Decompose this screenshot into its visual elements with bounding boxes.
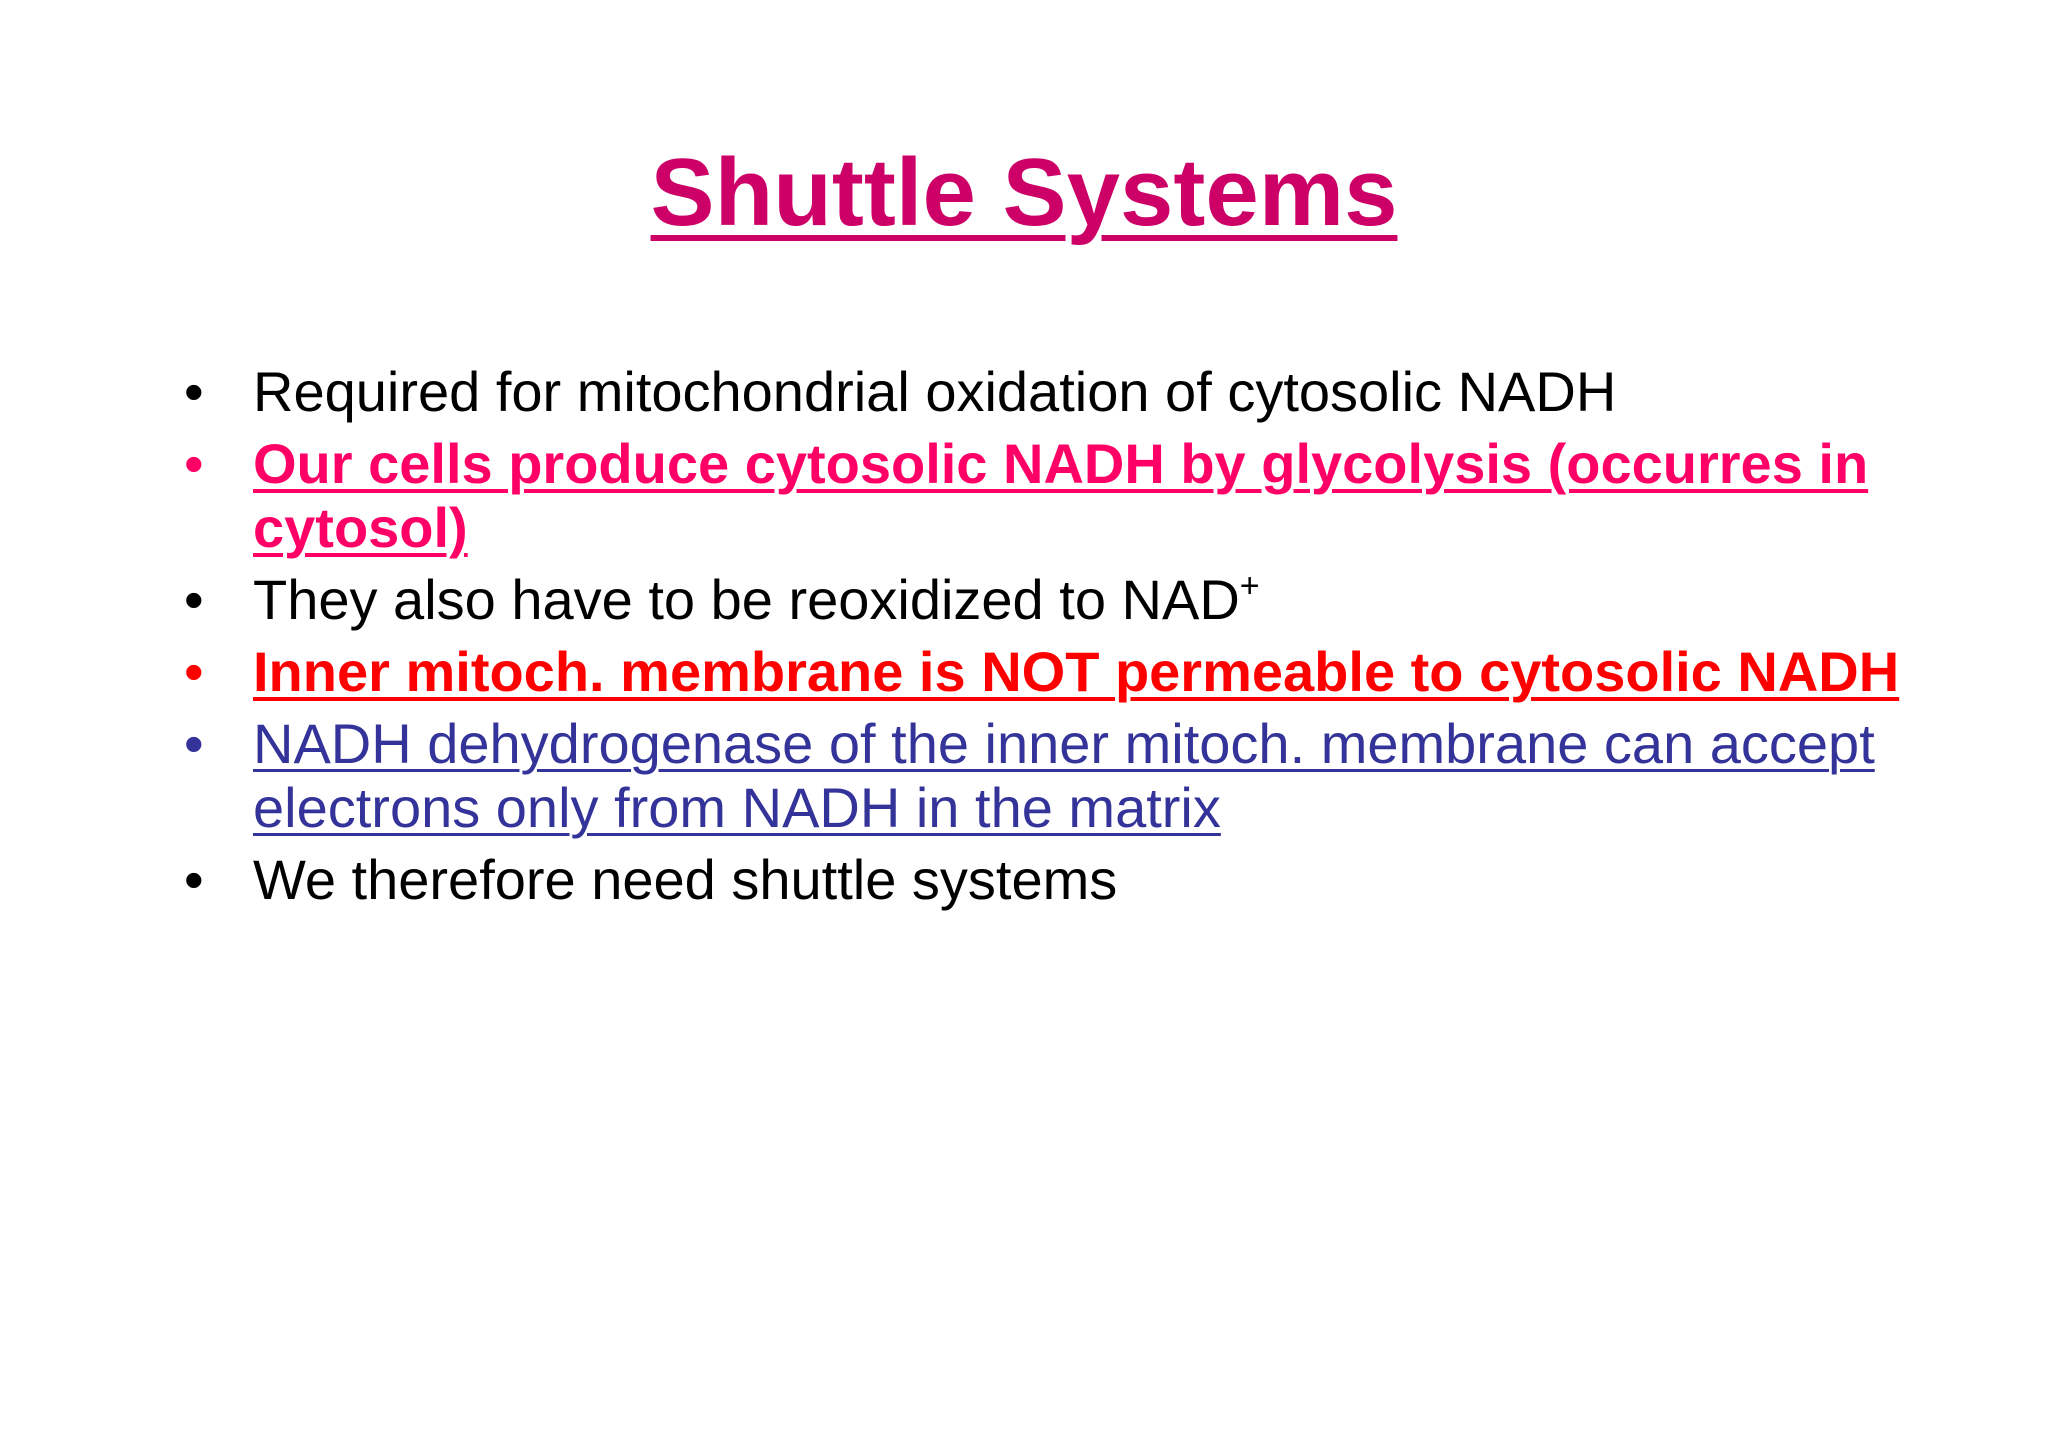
- bullet-item: [0, 640, 2048, 704]
- bullet-item: [0, 712, 2048, 840]
- bullet-dot: •: [184, 848, 204, 911]
- slide-title: Shuttle Systems: [650, 139, 1398, 246]
- bullet-item: [0, 360, 2048, 424]
- bullet-text: We therefore need shuttle systems: [253, 848, 1118, 911]
- bullet-superscript: +: [1239, 567, 1260, 605]
- bullet-text: NADH dehydrogenase of the inner mitoch. membrane can accept electrons only from NADH in the matrix: [253, 712, 1875, 839]
- bullet-text: They also have to be reoxidized to NAD: [253, 568, 1240, 631]
- bullet-text: Required for mitochondrial oxidation of cytosolic NADH: [253, 360, 1617, 423]
- bullet-dot: •: [184, 712, 204, 775]
- bullet-item: [0, 432, 2048, 560]
- bullet-dot: •: [184, 360, 204, 423]
- bullet-dot: •: [184, 432, 204, 495]
- bullet-item: [0, 568, 2048, 632]
- bullet-text: Our cells produce cytosolic NADH by glycolysis (occurres in cytosol): [253, 432, 1869, 559]
- bullet-text: Inner mitoch. membrane is NOT permeable to cytosolic NADH: [253, 640, 1900, 703]
- bullet-list: [0, 360, 2048, 920]
- bullet-dot: •: [184, 640, 204, 703]
- bullet-dot: •: [184, 568, 204, 631]
- bullet-item: [0, 848, 2048, 912]
